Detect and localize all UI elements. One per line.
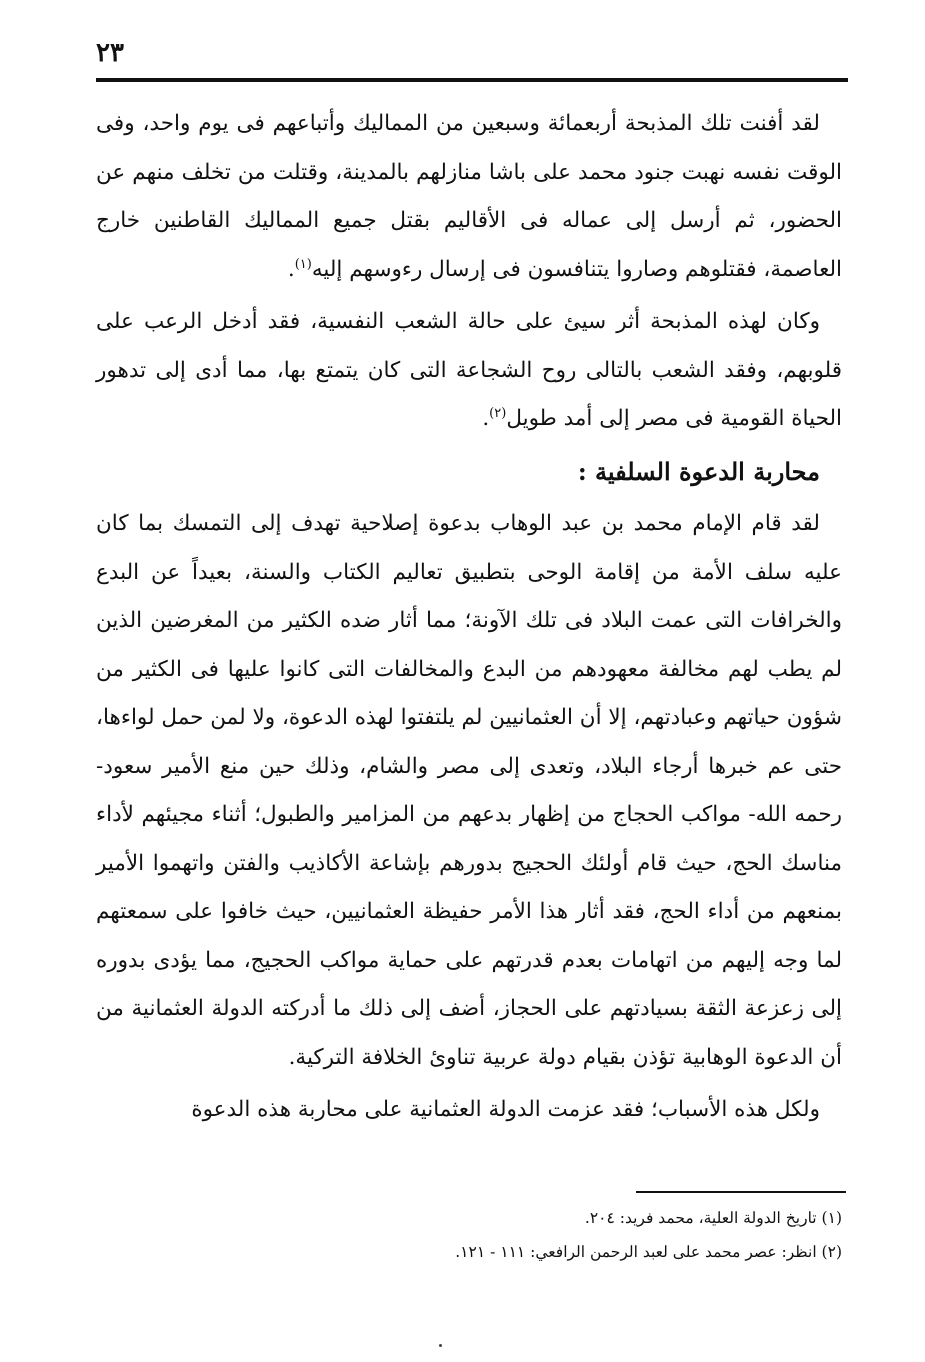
paragraph-1-text: لقد أفنت تلك المذبحة أربعمائة وسبعين من المماليك وأتباعهم فى يوم واحد، وفى الوقت نفسه نهبت جنود محمد على باشا منازلهم بالمدينة، وقتلت من تخلف منهم عن الحضور، ثم أرسل إلى عماله فى الأقاليم بقتل جميع المماليك القاطنين خارج العاصمة، فقتلوهم وصاروا يتنافسون فى إرسال رءوسهم إليه [96,111,842,282]
header-rule [96,78,848,82]
footnote-rule [636,1191,846,1193]
footnote-ref-1[interactable]: (١) [294,256,312,272]
paragraph-2 [96,298,842,444]
scan-speck [439,1344,442,1347]
footnote-1: (١) تاريخ الدولة العلية، محمد فريد: ٢٠٤. [584,1209,842,1227]
page-number: ٢٣ [96,38,124,68]
paragraph-1-end: . [287,256,295,282]
body-text [96,100,842,1139]
footnote-2: (٢) انظر: عصر محمد على لعبد الرحمن الرافعي: ١١١ - ١٢١. [455,1243,842,1261]
footnotes [96,1201,842,1269]
paragraph-2-end: . [482,406,490,431]
section-heading: محاربة الدعوة السلفية : [577,456,820,486]
footnote-ref-2[interactable]: (٢) [489,405,507,421]
paragraph-4: ولكل هذه الأسباب؛ فقد عزمت الدولة العثمانية على محاربة هذه الدعوة [191,1097,820,1122]
paragraph-3: لقد قام الإمام محمد بن عبد الوهاب بدعوة إصلاحية تهدف إلى التمسك بما كان عليه سلف الأمة من إقامة الوحى بتطبيق تعاليم الكتاب والسنة، بعيداً عن البدع والخرافات التى عمت البلاد فى تلك الآونة؛ مما أثار ضده الكثير من المغرضين الذين لم يطب لهم مخالفة معهودهم من البدع والمخالفات التى كانوا عليها فى الكثير من شؤون حياتهم وعبادتهم، إلا أن العثمانيين لم يلتفتوا لهذه الدعوة، ولا لمن حمل لواءها، حتى عم خبرها أرجاء البلاد، وتعدى إلى مصر والشام، وذلك حين منع الأمير سعود- رحمه الله- مواكب الحجاج من إظهار بدعهم من المزامير والطبول؛ أثناء مجيئهم لأداء مناسك الحج، حيث قام أولئك الحجيج بدورهم بإشاعة الأكاذيب والفتن واتهموا الأمير بمنعهم من أداء الحج، فقد أثار هذا الأمر حفيظة العثمانيين، حيث خافوا على سمعتهم لما وجه إليهم من اتهامات بعدم قدرتهم على حماية مواكب الحجيج، مما يؤدى بدوره إلى زعزعة الثقة بسيادتهم على الحجاز، أضف إلى ذلك ما أدركته الدولة العثمانية من أن الدعوة الوهابية تؤذن بقيام دولة عربية تناوئ الخلافة التركية. [96,511,843,1070]
paragraph-1 [96,100,842,294]
paragraph-2-text: وكان لهذه المذبحة أثر سيئ على حالة الشعب النفسية، فقد أدخل الرعب على قلوبهم، وفقد الشعب بالتالى روح الشجاعة التى كان يتمتع بها، مما أدى إلى تدهور الحياة القومية فى مصر إلى أمد طويل [96,309,842,431]
